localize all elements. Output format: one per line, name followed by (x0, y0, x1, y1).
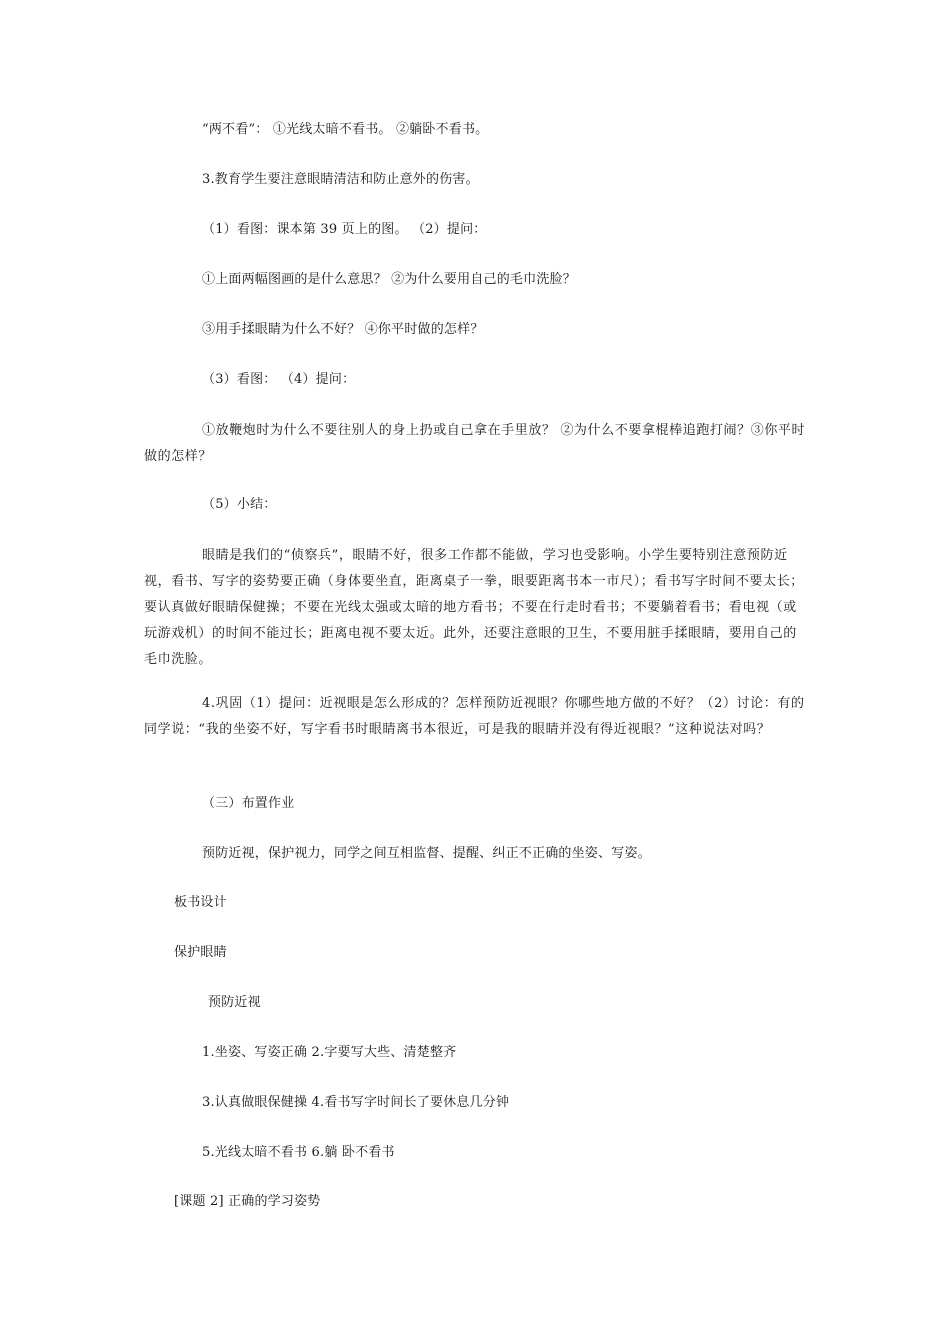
firecracker-question-paragraph: ①放鞭炮时为什么不要往别人的身上扔或自己拿在手里放？ ②为什么不要拿棍棒追跑打闹？③你平时做的怎样？ (144, 423, 806, 464)
eye-hygiene-line: 3.教育学生要注意眼睛清洁和防止意外的伤害。 (202, 172, 479, 187)
look-picture-line: （1）看图：课本第 39 页上的图。 （2）提问： (202, 222, 487, 237)
question-line-1: ①上面两幅图画的是什么意思？ ②为什么要用自己的毛巾洗脸？ (202, 272, 576, 287)
summary-paragraph: 眼睛是我们的“侦察兵”，眼睛不好，很多工作都不能做，学习也受影响。小学生要特别注意预防近视，看书、写字的姿势要正确（身体要坐直，距离桌子一拳，眼要距离书本一市尺）；看书写字时间不要太长；要认真做好眼睛保健操；不要在光线太强或太暗的地方看书；不要在行走时看书；不要躺着看书；看电视（或玩游戏机）的时间不能过长；距离电视不要太近。此外，还要注意眼的卫生，不要用脏手揉眼睛，要用自己的毛巾洗脸。 (144, 548, 804, 667)
board-item-2: 3.认真做眼保健操 4.看书写字时间长了要休息几分钟 (202, 1095, 510, 1110)
board-title: 保护眼睛 (174, 945, 227, 960)
board-subtitle: 预防近视 (208, 995, 261, 1010)
board-design-heading: 板书设计 (174, 895, 227, 910)
homework-heading: （三）布置作业 (202, 796, 295, 811)
summary-heading: （5）小结： (202, 497, 277, 512)
two-dont-read-line: “两不看”： ①光线太暗不看书。 ②躺卧不看书。 (202, 122, 489, 137)
consolidate-paragraph: 4.巩固（1）提问：近视眼是怎么形成的？怎样预防近视眼？你哪些地方做的不好？（2）讨论：有的同学说：“我的坐姿不好，写字看书时眼睛离书本很近，可是我的眼睛并没有得近视眼？”这种说法对吗？ (144, 696, 805, 737)
question-line-2: ③用手揉眼睛为什么不好？ ④你平时做的怎样？ (202, 322, 484, 337)
board-item-3: 5.光线太暗不看书 6.躺 卧不看书 (202, 1145, 395, 1160)
look-picture-line-2: （3）看图： （4）提问： (202, 372, 356, 387)
homework-text: 预防近视，保护视力，同学之间互相监督、提醒、纠正不正确的坐姿、写姿。 (202, 846, 651, 861)
board-item-1: 1.坐姿、写姿正确 2.字要写大些、清楚整齐 (202, 1045, 457, 1060)
next-lesson-title: [课题 2] 正确的学习姿势 (174, 1194, 321, 1209)
